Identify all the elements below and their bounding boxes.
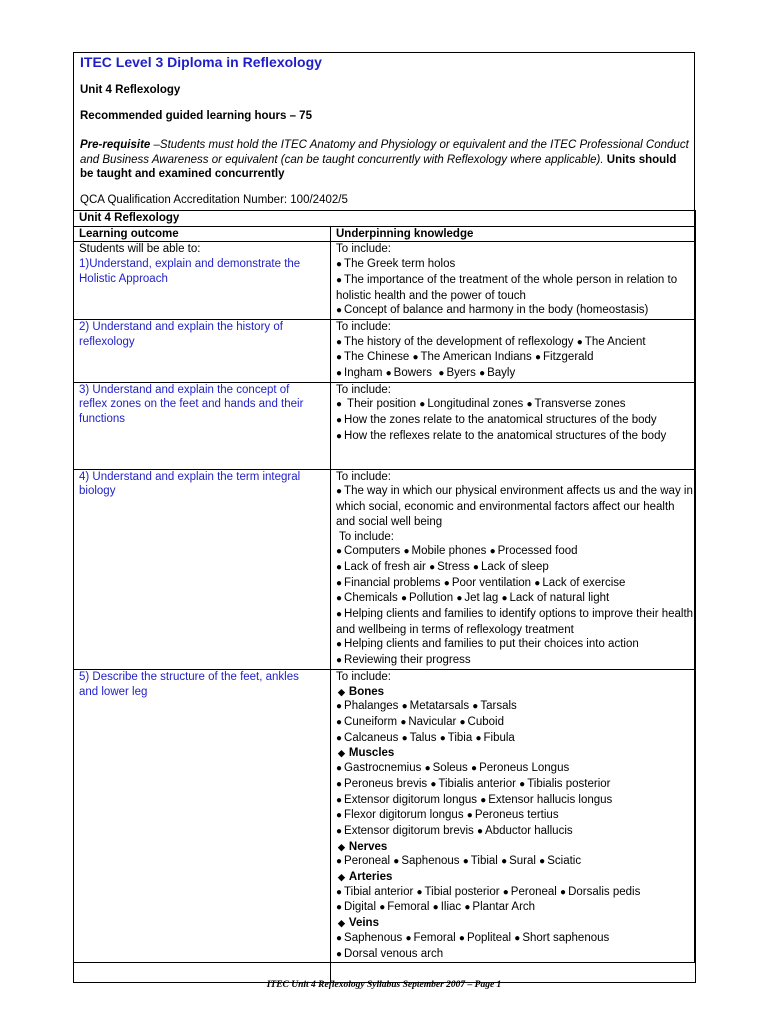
list-item: ● Helping clients and families to identify options to improve their health and wellbeing in terms of reflexology treatment [336,608,694,636]
outcome-cell: 5) Describe the structure of the feet, ankles and lower leg [74,669,331,982]
outcome-cell [74,242,331,320]
list-item: ● Dorsal venous arch [336,947,444,960]
list-item: ● Computers ● Mobile phones ● Processed food [336,545,578,558]
diamond-icon: ◆ [338,841,345,852]
list-item: ● Saphenous ● Femoral ● Popliteal ● Short saphenous [336,931,610,944]
list-item: ● Flexor digitorum longus ● Peroneus tertius [336,809,559,822]
syllabus-table [73,210,696,983]
to-include-label: To include: [336,320,391,333]
list-item: ● Peroneus brevis ● Tibialis anterior ● Tibialis posterior [336,777,611,790]
knowledge-cell [331,469,696,669]
document-title: ITEC Level 3 Diploma in Reflexology [80,54,322,70]
list-item: ● Digital ● Femoral ● Iliac ● Plantar Arch [336,901,536,914]
list-item: ● Lack of fresh air ● Stress ● Lack of sleep [336,560,549,573]
column-header-outcome: Learning outcome [74,226,331,242]
to-include-label: To include: [336,670,391,683]
outcome-text: 1)Understand, explain and demonstrate the Holistic Approach [79,258,301,285]
list-item: ● Concept of balance and harmony in the body (homeostasis) [336,304,649,317]
table-unit-label: Unit 4 Reflexology [74,211,696,227]
list-item: ● The Chinese ● The American Indians ● Fitzgerald [336,351,594,364]
table-row [74,669,696,982]
list-item: ● Cuneiform ● Navicular ● Cuboid [336,715,504,728]
diamond-icon: ◆ [338,686,345,697]
diamond-icon: ◆ [338,872,345,883]
prerequisite-body: –Students must hold the ITEC Anatomy and Physiology or equivalent and the ITEC Professional Conduct and Business Awareness or equivalent (can be taught concurrently with Reflexology where applicable). [80,139,689,166]
syllabus-frame [73,52,695,963]
list-item: ● How the zones relate to the anatomical structures of the body [336,414,657,427]
outcome-cell: 2) Understand and explain the history of reflexology [74,319,331,382]
knowledge-cell [331,319,696,382]
knowledge-cell [331,669,696,982]
to-include-label: To include: [336,243,391,256]
section-heading-nerves: ◆ Nerves [338,840,388,853]
knowledge-cell [331,242,696,320]
diamond-icon: ◆ [338,748,345,759]
list-item: ● Tibial anterior ● Tibial posterior ● Peroneal ● Dorsalis pedis [336,885,641,898]
list-item: ● Phalanges ● Metatarsals ● Tarsals [336,700,517,713]
section-heading-veins: ◆ Veins [338,917,379,930]
to-include-label: To include: [336,383,391,396]
table-row [74,319,696,382]
section-heading-muscles: ◆ Muscles [338,747,395,760]
list-item: ● Calcaneus ● Talus ● Tibia ● Fibula [336,731,515,744]
list-item: ● How the reflexes relate to the anatomical structures of the body [336,429,667,442]
list-item: ● Ingham ● Bowers ● Byers ● Bayly [336,367,516,380]
table-row [74,469,696,669]
table-row [74,382,696,469]
outcome-cell: 3) Understand and explain the concept of reflex zones on the feet and hands and their functions [74,382,331,469]
table-row [74,242,696,320]
list-item: ● The importance of the treatment of the whole person in relation to holistic health and the power of touch [336,273,678,302]
list-item: ● Their position ● Longitudinal zones ● Transverse zones [336,398,626,411]
unit-heading: Unit 4 Reflexology [80,84,181,96]
column-header-knowledge: Underpinning knowledge [331,226,696,242]
prerequisite-text [80,138,690,182]
to-include-label: To include: [336,470,391,483]
table-header-row [74,226,696,242]
section-heading-bones: ◆ Bones [338,685,385,698]
list-item: ● Gastrocnemius ● Soleus ● Peroneus Longus [336,762,570,775]
list-item: ● Chemicals ● Pollution ● Jet lag ● Lack of natural light [336,592,610,605]
students-label: Students will be able to: [79,243,201,256]
table-row [74,211,696,227]
guided-hours: Recommended guided learning hours – 75 [80,110,312,122]
outcome-cell: 4) Understand and explain the term integral biology [74,469,331,669]
list-item: ● The history of the development of reflexology ● The Ancient [336,335,646,348]
knowledge-cell [331,382,696,469]
prerequisite-label: Pre-requisite [80,139,151,151]
diamond-icon: ◆ [338,918,345,929]
qca-number: QCA Qualification Accreditation Number: 100/2402/5 [80,194,348,206]
list-item: ● Reviewing their progress [336,654,471,667]
prerequisite-concurrent-note: Units should be taught and examined concurrently [80,153,677,180]
list-item: ● The way in which our physical environment affects us and the way in which social, economic and environmental factors affect our health and social well being [336,485,693,528]
list-item: ● The Greek term holos [336,258,456,271]
list-item: ● Helping clients and families to put their choices into action [336,638,639,651]
page-footer: ITEC Unit 4 Reflexology Syllabus September 2007 – Page 1 [266,980,502,990]
list-item: ● Financial problems ● Poor ventilation ● Lack of exercise [336,576,626,589]
document-header [74,53,694,211]
list-item: ● Extensor digitorum brevis ● Abductor hallucis [336,824,573,837]
list-item: ● Peroneal ● Saphenous ● Tibial ● Sural ● Sciatic [336,855,582,868]
section-heading-arteries: ◆ Arteries [338,871,393,884]
to-include-label: To include: [336,530,394,543]
list-item: ● Extensor digitorum longus ● Extensor hallucis longus [336,793,613,806]
